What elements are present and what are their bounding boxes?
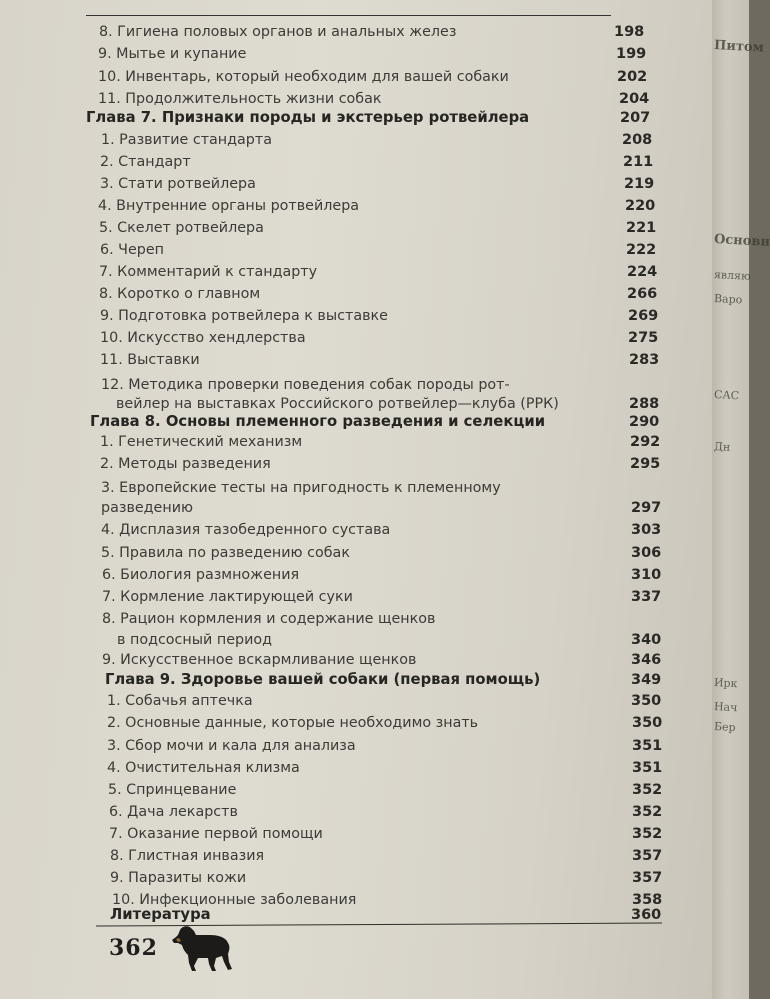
toc-entry-page: 219 <box>624 176 655 192</box>
toc-entry-page: 352 <box>632 804 663 820</box>
toc-entry-page: 211 <box>623 154 654 170</box>
toc-entry-title: 8. Коротко о главном <box>99 286 261 302</box>
toc-entry <box>0 780 712 800</box>
toc-entry-page: 351 <box>632 738 663 754</box>
toc-entry <box>0 691 712 711</box>
page-number: 362 <box>109 935 158 961</box>
adjacent-page-text: Основн <box>713 232 770 250</box>
toc-entry <box>0 196 712 216</box>
toc-entry <box>0 174 712 194</box>
adjacent-page-text: Нач <box>713 700 738 715</box>
toc-entry-title: 1. Собачья аптечка <box>107 693 253 709</box>
toc-entry-page: 266 <box>627 286 658 302</box>
toc-entry-title: 4. Очистительная клизма <box>107 760 300 776</box>
toc-entry-page: 199 <box>616 46 647 62</box>
adjacent-page-text: являю <box>713 268 751 283</box>
toc-entry-title: 6. Череп <box>100 242 165 258</box>
toc-entry <box>0 478 712 498</box>
toc-entry <box>0 89 712 109</box>
adjacent-page-edge <box>712 0 770 999</box>
toc-entry-title: 5. Правила по разведению собак <box>101 545 350 561</box>
toc-entry-page: 340 <box>631 632 662 648</box>
toc-entry-title: 12. Методика проверки поведения собак породы рот- <box>101 377 510 393</box>
toc-entry-title: 2. Основные данные, которые необходимо знать <box>107 715 479 731</box>
toc-entry-page: 358 <box>632 892 663 908</box>
toc-entry-page: 306 <box>631 545 662 561</box>
toc-entry <box>0 432 712 452</box>
toc-entry-title: 10. Искусство хендлерства <box>100 330 306 346</box>
toc-entry <box>0 609 712 629</box>
toc-entry <box>0 802 712 822</box>
toc-entry-title: 9. Искусственное вскармливание щенков <box>102 652 417 668</box>
toc-entry-page: 222 <box>626 242 657 258</box>
toc-entry <box>0 650 712 670</box>
toc-entry-title: 5. Скелет ротвейлера <box>99 220 264 236</box>
toc-entry <box>0 218 712 238</box>
toc-entry-page: 303 <box>631 522 662 538</box>
toc-entry <box>0 565 712 585</box>
toc-entry-title: 10. Инвентарь, который необходим для вашей собаки <box>98 69 509 85</box>
toc-entry <box>0 22 712 42</box>
toc-entry-title: 4. Дисплазия тазобедренного сустава <box>101 522 391 538</box>
toc-entry-title: 3. Европейские тесты на пригодность к племенному <box>101 480 501 496</box>
toc-entry-page: 290 <box>629 414 660 430</box>
toc-entry <box>0 868 712 888</box>
toc-entry <box>0 44 712 64</box>
toc-entry <box>0 587 712 607</box>
toc-entry <box>0 306 712 326</box>
toc-entry-title: 3. Стати ротвейлера <box>100 176 256 192</box>
toc-entry <box>0 454 712 474</box>
toc-entry-page: 288 <box>629 396 660 412</box>
toc-entry-title: Глава 7. Признаки породы и экстерьер ротвейлера <box>86 109 530 126</box>
toc-entry <box>0 240 712 260</box>
toc-entry-title: 4. Внутренние органы ротвейлера <box>98 198 360 214</box>
toc-entry-title: Глава 9. Здоровье вашей собаки (первая помощь) <box>105 671 541 688</box>
toc-entry-title: 8. Гигиена половых органов и анальных желез <box>99 24 457 40</box>
toc-entry <box>0 152 712 172</box>
adjacent-page-text: САС <box>713 388 740 403</box>
toc-entry-page: 295 <box>630 456 661 472</box>
toc-entry-title: 6. Биология размножения <box>102 567 300 583</box>
chapter-heading <box>0 412 712 432</box>
toc-entry-title: 7. Оказание первой помощи <box>109 826 323 842</box>
toc-entry <box>0 130 712 150</box>
toc-entry-page: 292 <box>630 434 661 450</box>
toc-entry <box>0 824 712 844</box>
toc-entry-page: 198 <box>614 24 645 40</box>
toc-entry-title: 10. Инфекционные заболевания <box>112 892 357 908</box>
toc-entry-title: 5. Спринцевание <box>108 782 237 798</box>
toc-entry-page: 350 <box>631 693 662 709</box>
toc-entry-title: 11. Продолжительность жизни собак <box>98 91 382 107</box>
toc-entry-title: 2. Стандарт <box>100 154 191 170</box>
toc-entry <box>0 520 712 540</box>
toc-entry <box>0 284 712 304</box>
adjacent-page-text: Ирк <box>713 676 738 691</box>
toc-entry <box>0 375 712 395</box>
toc-entry-title: 1. Генетический механизм <box>100 434 303 450</box>
toc-entry-page: 224 <box>627 264 658 280</box>
toc-entry-page: 349 <box>631 672 662 688</box>
toc-entry-page: 221 <box>626 220 657 236</box>
toc-entry-page: 220 <box>625 198 656 214</box>
toc-entry-title: 8. Рацион кормления и содержание щенков <box>102 611 436 627</box>
toc-entry <box>0 758 712 778</box>
toc-entry <box>0 736 712 756</box>
chapter-heading <box>0 670 712 690</box>
toc-entry-title: 7. Кормление лактирующей суки <box>102 589 353 605</box>
toc-entry-page: 360 <box>631 907 662 923</box>
toc-entry-page: 346 <box>631 652 662 668</box>
toc-entry-page: 352 <box>632 826 663 842</box>
toc-entry <box>0 262 712 282</box>
toc-entry-title: 7. Комментарий к стандарту <box>99 264 318 280</box>
toc-entry <box>0 543 712 563</box>
toc-entry-page: 208 <box>622 132 653 148</box>
toc-entry-title: 9. Подготовка ротвейлера к выставке <box>100 308 388 324</box>
toc-entry-title: Глава 8. Основы племенного разведения и селекции <box>90 413 546 430</box>
toc-entry-page: 283 <box>629 352 660 368</box>
toc-entry-title: в подсосный период <box>117 632 273 648</box>
toc-entry-page: 297 <box>631 500 662 516</box>
toc-entry-page: 204 <box>619 91 650 107</box>
toc-entry-title: 11. Выставки <box>100 352 200 368</box>
toc-entry <box>0 328 712 348</box>
toc-entry <box>0 350 712 370</box>
toc-entry-title: 6. Дача лекарств <box>109 804 238 820</box>
toc-entry-page: 357 <box>632 870 663 886</box>
adjacent-page-text: Дн <box>713 440 731 454</box>
toc-entry-page: 350 <box>632 715 663 731</box>
toc-entry-page: 337 <box>631 589 662 605</box>
toc-entry-page: 207 <box>620 110 651 126</box>
toc-entry-title: 8. Глистная инвазия <box>110 848 265 864</box>
toc-entry-title: 2. Методы разведения <box>100 456 271 472</box>
toc-entry-page: 351 <box>632 760 663 776</box>
toc-entry-page: 352 <box>632 782 663 798</box>
adjacent-page-text: Варо <box>713 292 743 307</box>
toc-entry-title: вейлер на выставках Российского ротвейлер—клуба (РРК) <box>116 396 559 412</box>
toc-entry <box>0 713 712 733</box>
rottweiler-logo-icon <box>166 922 238 974</box>
toc-entry-title: 1. Развитие стандарта <box>101 132 272 148</box>
toc-entry-page: 310 <box>631 567 662 583</box>
toc-entry-page: 275 <box>628 330 659 346</box>
toc-entry <box>0 846 712 866</box>
toc-entry-title: Литература <box>110 906 211 923</box>
toc-entry-title: 9. Мытье и купание <box>98 46 247 62</box>
toc-entry-title: 9. Паразиты кожи <box>110 870 247 886</box>
toc-entry <box>0 630 712 650</box>
toc-entry-page: 357 <box>632 848 663 864</box>
adjacent-page-text: Бер <box>713 720 736 735</box>
toc-entry-page: 202 <box>617 69 648 85</box>
toc-entry-page: 269 <box>628 308 659 324</box>
toc-entry-title: разведению <box>101 500 194 516</box>
toc-entry <box>0 67 712 87</box>
toc-entry <box>0 394 712 414</box>
chapter-heading <box>0 108 712 128</box>
toc-entry-title: 3. Сбор мочи и кала для анализа <box>107 738 356 754</box>
toc-entry <box>0 498 712 518</box>
adjacent-page-text: Питом <box>713 38 765 56</box>
